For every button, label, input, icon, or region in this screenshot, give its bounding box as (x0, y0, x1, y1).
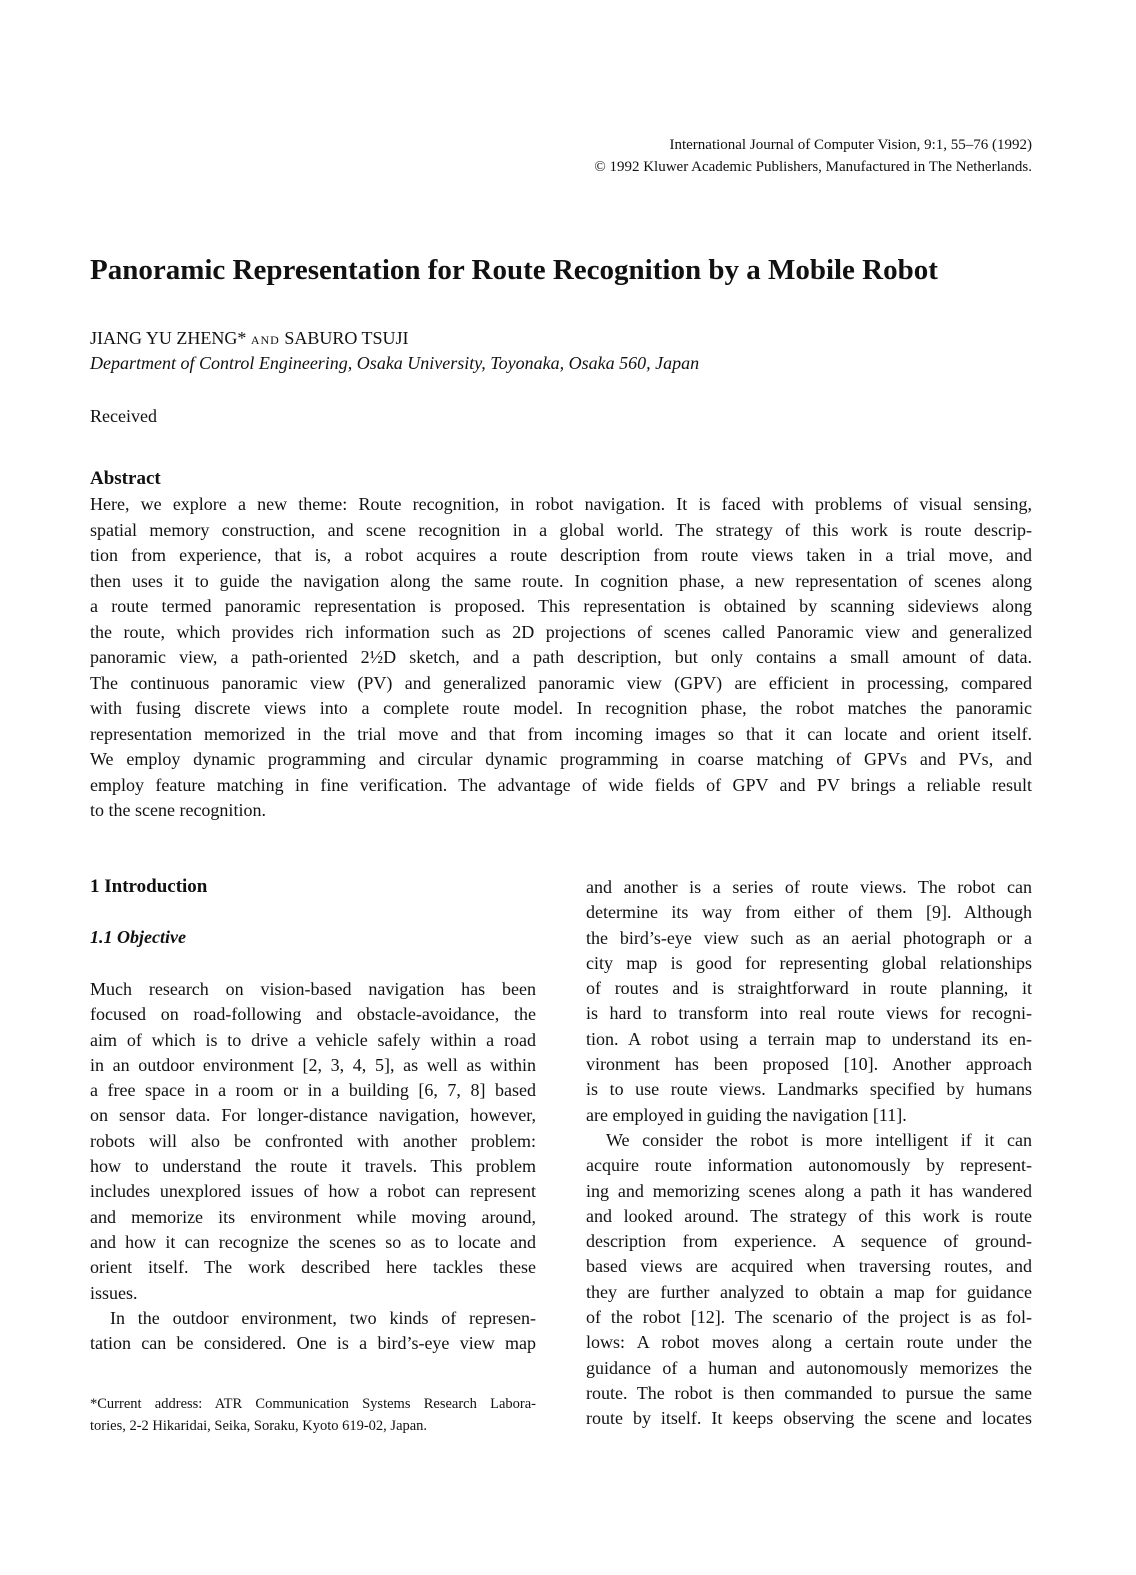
abstract-line: to the scene recognition. (90, 800, 266, 820)
body-line: orient itself. The work described here tackles these (90, 1257, 536, 1278)
abstract-line: employ feature matching in fine verification. The advantage of wide fields of GPV and PV brings a reliable result (90, 774, 1032, 795)
body-line: focused on road-following and obstacle-avoidance, the (90, 1004, 536, 1025)
abstract-line: with fusing discrete views into a complete route model. In recognition phase, the robot matches the panoramic (90, 698, 1032, 718)
paper-title: Panoramic Representation for Route Recognition by a Mobile Robot (90, 254, 938, 286)
body-line: issues. (90, 1282, 138, 1303)
body-line: the bird’s-eye view such as an aerial photograph or a (586, 927, 1032, 948)
body-line: ing and memorizing scenes along a path it has wandered (586, 1180, 1032, 1201)
abstract-line: a route termed panoramic representation is proposed. This representation is obtained by scanning sideviews along (90, 596, 1032, 616)
body-line: route by itself. It keeps observing the scene and locates (586, 1408, 1032, 1429)
body-line: are employed in guiding the navigation [11]. (586, 1104, 907, 1125)
body-line: is to use route views. Landmarks specified by humans (586, 1079, 1032, 1100)
body-line: how to understand the route it travels. This problem (90, 1156, 536, 1177)
author-name: JIANG YU ZHENG* (90, 328, 247, 348)
body-line: in an outdoor environment [2, 3, 4, 5], as well as within (90, 1054, 536, 1075)
author-conjunction: AND (250, 333, 280, 347)
body-line: and memorize its environment while moving around, (90, 1206, 536, 1227)
body-line: acquire route information autonomously by represent- (586, 1155, 1032, 1176)
body-paragraph (90, 1306, 536, 1357)
body-line: description from experience. A sequence of ground- (586, 1231, 1032, 1252)
footnote-line: *Current address: ATR Communication Systems Research Labora- (90, 1396, 536, 1412)
footnote (90, 1393, 536, 1437)
section-heading: 1 Introduction (90, 876, 208, 897)
abstract-line: The continuous panoramic view (PV) and generalized panoramic view (GPV) are efficient in processing, compared (90, 672, 1032, 693)
abstract-line: panoramic view, a path-oriented 2½D sketch, and a path description, but only contains a small amount of data. (90, 647, 1032, 667)
body-line: city map is good for representing global relationships (586, 952, 1032, 973)
body-line: determine its way from either of them [9]. Although (586, 902, 1032, 923)
body-line: We consider the robot is more intelligent if it can (606, 1129, 1032, 1150)
journal-line-1: International Journal of Computer Vision, 9:1, 55–76 (1992) (669, 137, 1032, 153)
abstract-line: Here, we explore a new theme: Route recognition, in robot navigation. It is faced with problems of visual sensing, (90, 494, 1032, 514)
received-date: Received (90, 406, 157, 426)
body-line: tion. A robot using a terrain map to understand its en- (586, 1028, 1032, 1049)
right-column (586, 875, 1032, 1432)
author-list (90, 325, 1040, 353)
body-line: and looked around. The strategy of this work is route (586, 1205, 1032, 1226)
body-paragraph (586, 875, 1032, 1128)
footnote-line: tories, 2-2 Hikaridai, Seika, Soraku, Kyoto 619-02, Japan. (90, 1418, 428, 1434)
abstract-line: the route, which provides rich information such as 2D projections of scenes called Panoramic view and generalized (90, 621, 1032, 642)
body-line: a free space in a room or in a building [6, 7, 8] based (90, 1080, 536, 1101)
body-line: and another is a series of route views. The robot can (586, 877, 1032, 897)
body-paragraph (90, 977, 536, 1306)
abstract-line: then uses it to guide the navigation along the same route. In cognition phase, a new representation of scenes along (90, 570, 1032, 591)
body-line: In the outdoor environment, two kinds of represen- (110, 1307, 536, 1328)
body-line: of the robot [12]. The scenario of the project is as fol- (586, 1307, 1032, 1328)
subsection-heading: 1.1 Objective (90, 927, 186, 947)
body-line: aim of which is to drive a vehicle safely within a road (90, 1029, 536, 1050)
body-line: robots will also be confronted with another problem: (90, 1130, 536, 1151)
journal-line-2: © 1992 Kluwer Academic Publishers, Manufactured in The Netherlands. (594, 159, 1032, 175)
body-line: lows: A robot moves along a certain route under the (586, 1332, 1032, 1353)
abstract-line: tion from experience, that is, a robot acquires a route description from route views taken in a trial move, and (90, 545, 1032, 565)
affiliation: Department of Control Engineering, Osaka University, Toyonaka, Osaka 560, Japan (90, 353, 700, 373)
body-line: on sensor data. For longer-distance navigation, however, (90, 1105, 536, 1126)
abstract-line: spatial memory construction, and scene recognition in a global world. The strategy of this work is route descrip- (90, 519, 1032, 540)
body-line: and how it can recognize the scenes so as to locate and (90, 1231, 536, 1252)
body-paragraph (586, 1128, 1032, 1432)
body-line: guidance of a human and autonomously memorizes the (586, 1357, 1032, 1378)
abstract-line: representation memorized in the trial move and that from incoming images so that it can locate and orient itself. (90, 723, 1032, 744)
abstract-heading: Abstract (90, 468, 161, 489)
abstract-line: We employ dynamic programming and circular dynamic programming in coarse matching of GPVs and PVs, and (90, 749, 1032, 769)
body-line: they are further analyzed to obtain a map for guidance (586, 1281, 1032, 1302)
journal-citation (332, 134, 1032, 178)
body-line: tation can be considered. One is a bird’s-eye view map (90, 1333, 536, 1354)
body-line: Much research on vision-based navigation has been (90, 979, 536, 999)
body-line: of routes and is straightforward in route planning, it (586, 978, 1032, 999)
body-line: is hard to transform into real route views for recogni- (586, 1003, 1032, 1024)
body-line: based views are acquired when traversing routes, and (586, 1256, 1032, 1277)
left-column (90, 875, 536, 1356)
body-line: vironment has been proposed [10]. Another approach (586, 1054, 1032, 1075)
abstract-body (90, 492, 1032, 824)
body-line: includes unexplored issues of how a robot can represent (90, 1181, 536, 1202)
author-name: SABURO TSUJI (284, 328, 409, 348)
body-line: route. The robot is then commanded to pursue the same (586, 1382, 1032, 1403)
